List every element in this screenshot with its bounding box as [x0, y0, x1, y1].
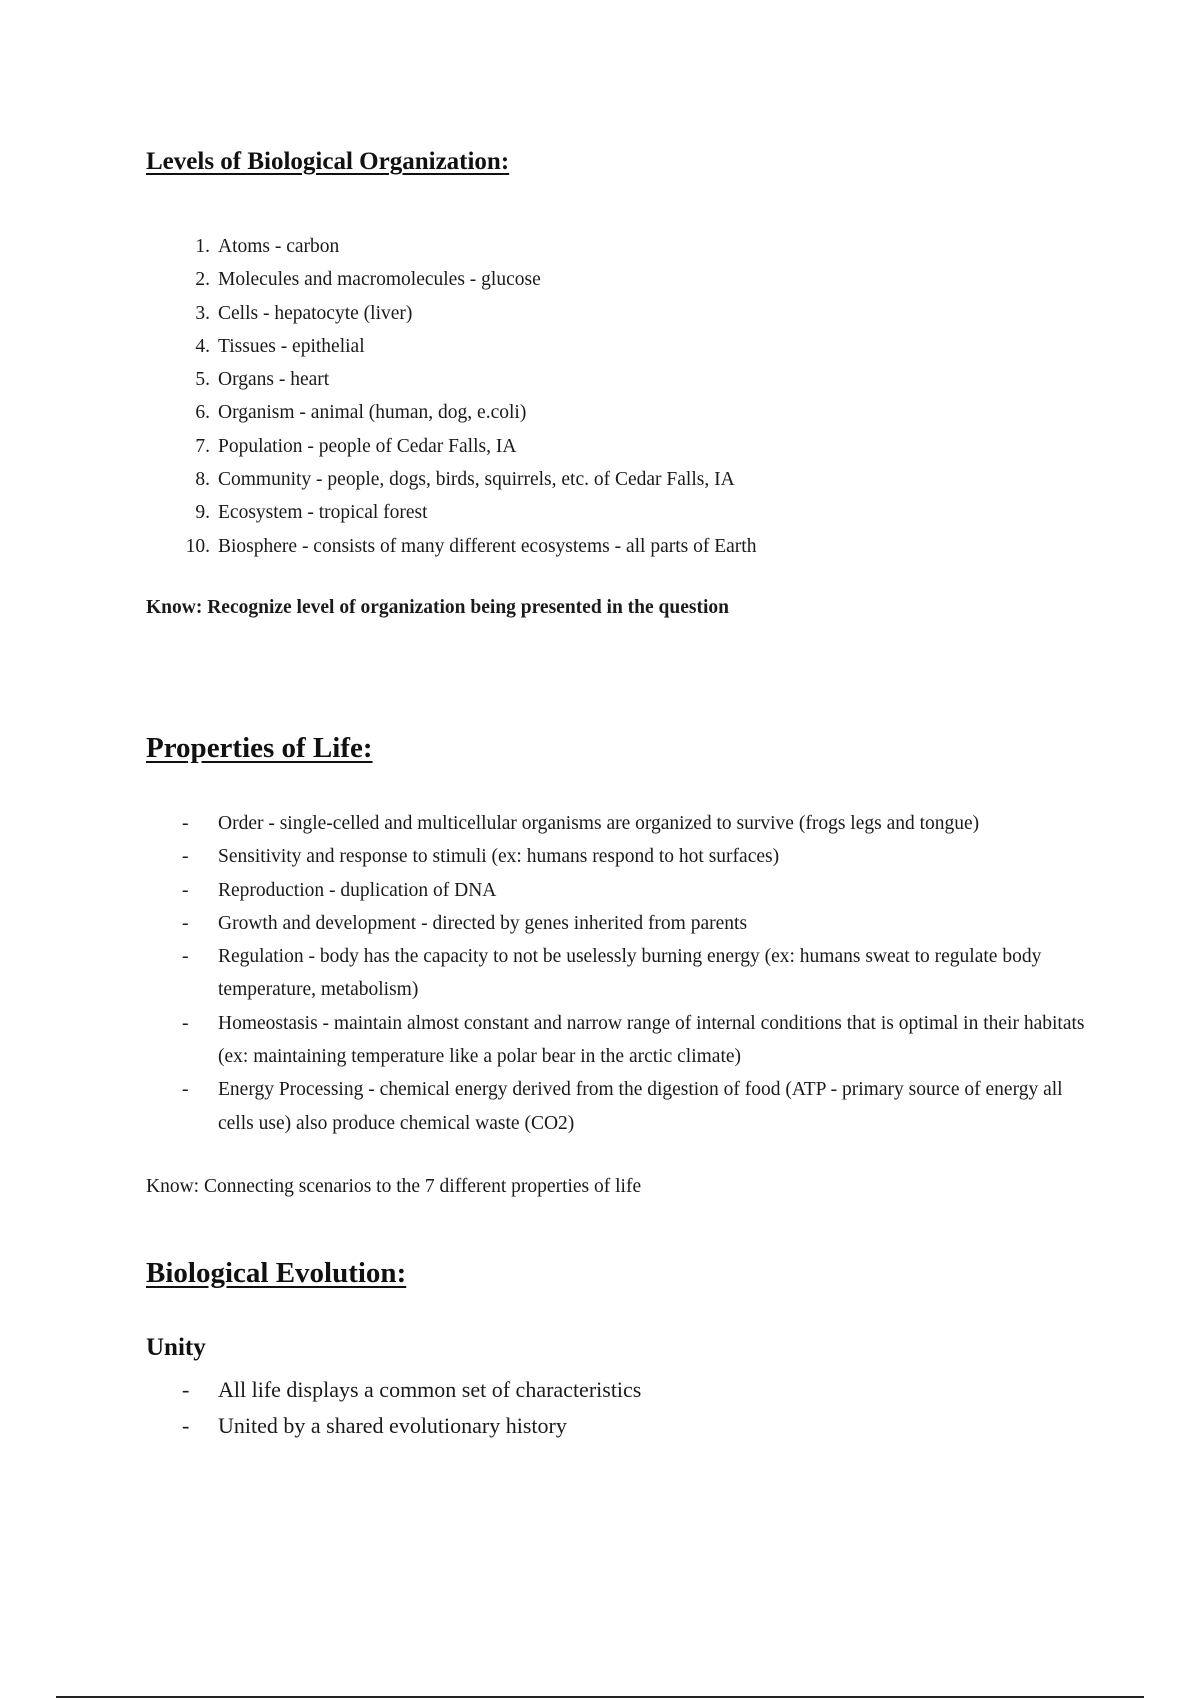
unity-list [146, 1372, 1096, 1444]
subheading-unity: Unity [146, 1334, 206, 1361]
list-item: - Energy Processing - chemical energy derived from the digestion of food (ATP - primary source of energy all cells use) also produce chemical waste (CO2) [182, 1079, 1063, 1134]
levels-list [146, 230, 1046, 563]
list-item: - Growth and development - directed by genes inherited from parents [182, 912, 748, 934]
list-item: - All life displays a common set of characteristics [182, 1377, 642, 1402]
list-item: 3. Cells - hepatocyte (liver) [195, 302, 413, 324]
bottom-divider [56, 1696, 1144, 1698]
know-note-properties: Know: Connecting scenarios to the 7 different properties of life [146, 1176, 642, 1197]
heading-properties-of-life: Properties of Life: [146, 732, 373, 764]
list-item: - Regulation - body has the capacity to not be uselessly burning energy (ex: humans sweat to regulate body temperature, metabolism) [182, 946, 1042, 1001]
list-item: - Reproduction - duplication of DNA [182, 879, 497, 901]
list-item: 7. Population - people of Cedar Falls, IA [195, 435, 517, 457]
list-item: 1. Atoms - carbon [195, 236, 340, 257]
list-item: - Sensitivity and response to stimuli (ex: humans respond to hot surfaces) [182, 846, 780, 868]
list-item: 2. Molecules and macromolecules - glucose [195, 269, 541, 291]
list-item: - United by a shared evolutionary history [182, 1413, 567, 1438]
heading-levels-of-organization: Levels of Biological Organization: [146, 148, 510, 175]
list-item: 9. Ecosystem - tropical forest [195, 502, 428, 524]
heading-biological-evolution: Biological Evolution: [146, 1257, 407, 1289]
list-item: 8. Community - people, dogs, birds, squirrels, etc. of Cedar Falls, IA [195, 469, 735, 491]
list-item: 10. Biosphere - consists of many different ecosystems - all parts of Earth [185, 535, 757, 557]
list-item: - Homeostasis - maintain almost constant and narrow range of internal conditions that is optimal in their habitats (ex: maintaining temperature like a polar bear in the arctic climate) [182, 1012, 1085, 1068]
properties-list [146, 807, 1096, 1140]
list-item: 6. Organism - animal (human, dog, e.coli) [195, 402, 527, 424]
list-item: 5. Organs - heart [195, 369, 330, 391]
know-note-levels: Know: Recognize level of organization being presented in the question [146, 597, 729, 618]
list-item: 4. Tissues - epithelial [195, 335, 365, 357]
list-item: - Order - single-celled and multicellular organisms are organized to survive (frogs legs and tongue) [182, 813, 980, 834]
